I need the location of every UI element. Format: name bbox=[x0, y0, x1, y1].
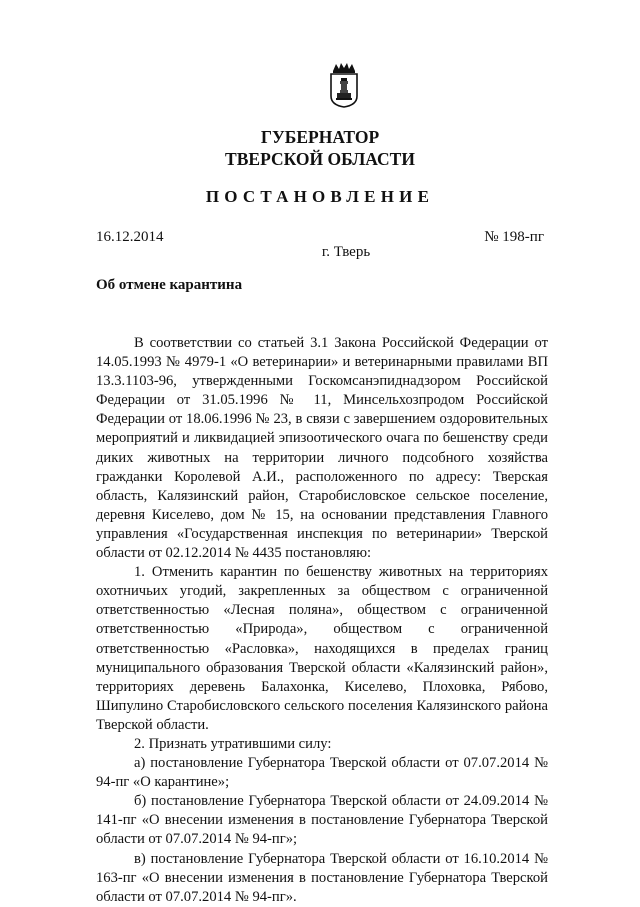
document-city: г. Тверь bbox=[321, 244, 371, 260]
org-title-line2: ТВЕРСКОЙ ОБЛАСТИ bbox=[225, 149, 415, 169]
document-body bbox=[96, 334, 548, 907]
org-title-line1: ГУБЕРНАТОР bbox=[260, 127, 380, 147]
clause-2c-paragraph: в) постановление Губернатора Тверской области от 16.10.2014 № 163-пг «О внесении изменения в постановление Губернатора Тверской области от 07.07.2014 № 94-пг». bbox=[96, 850, 548, 905]
document-type: ПОСТАНОВЛЕНИЕ bbox=[205, 187, 435, 206]
document-number: № 198-пг bbox=[484, 229, 544, 245]
clause-2b-paragraph: б) постановление Губернатора Тверской области от 24.09.2014 № 141-пг «О внесении изменения в постановление Губернатора Тверской области от 07.07.2014 № 94-пг»; bbox=[96, 793, 548, 848]
document-subject: Об отмене карантина bbox=[96, 277, 243, 293]
clause-1-paragraph: 1. Отменить карантин по бешенству животных на территориях охотничьих угодий, закрепленных за обществом с ограниченной ответственностью «Лесная поляна», обществом с ограниченной ответственностью «Природа», обществом с ограниченной ответственностью «Расловка», находящихся в пределах границ муниципального образования Тверской области «Калязинский район», территориях деревень Балахонка, Киселево, Плоховка, Рябово, Шипулино Старобисловского сельского поселения Калязинского района Тверской области. bbox=[96, 564, 548, 733]
document-date: 16.12.2014 bbox=[96, 229, 164, 245]
clause-2-paragraph: 2. Признать утратившими силу: bbox=[134, 735, 332, 752]
clause-2a-paragraph: а) постановление Губернатора Тверской области от 07.07.2014 № 94-пг «О карантине»; bbox=[96, 755, 548, 791]
preamble-paragraph: В соответствии со статьей 3.1 Закона Российской Федерации от 14.05.1993 № 4979-1 «О ветеринарии» и ветеринарными правилами ВП 13.3.1103-96, утвержденными Госкомсанэпиднадзором Российской Федерации от 31.05.1996 № 11, Минсельхозпродом Российской Федерации от 18.06.1996 № 23, в связи с завершением оздоровительных мероприятий и ликвидацией эпизоотического очага по бешенству среди диких животных на территории личного подсобного хозяйства гражданки Королевой А.И., расположенного по адресу: Тверская область, Калязинский район, Старобисловское сельское поселение, деревня Киселево, дом № 15, на основании представления Главного управления «Государственная инспекция по ветеринарии» Тверской области от 02.12.2014 № 4435 постановляю: bbox=[96, 335, 548, 562]
tver-coat-of-arms-icon bbox=[328, 62, 360, 108]
